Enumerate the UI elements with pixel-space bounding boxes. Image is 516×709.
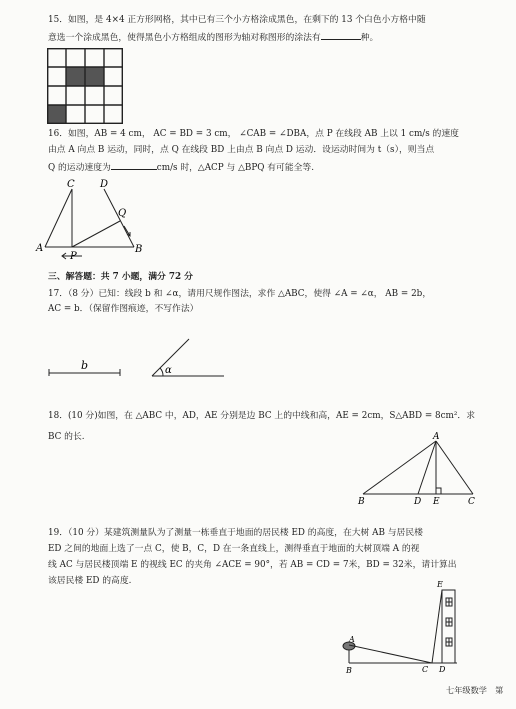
q15-line2 xyxy=(48,30,378,44)
q15-line2-text: 意选一个涂成黑色，使得黑色小方格组成的图形为轴对称图形的涂法有 xyxy=(48,33,321,43)
q16-line3 xyxy=(48,160,314,174)
q17-figure xyxy=(44,336,234,386)
label-A: A xyxy=(433,432,440,442)
q18-line2: BC 的长. xyxy=(48,432,85,442)
label-D: D xyxy=(414,497,422,507)
label-E: E xyxy=(433,497,440,507)
q15-grid-figure xyxy=(47,48,123,124)
label-C: C xyxy=(468,497,475,507)
q17-line2: AC = b．（保留作图痕迹，不写作法） xyxy=(48,304,199,314)
label-Q: Q xyxy=(118,208,127,219)
q16-line3-end: cm/s 时，△ACP 与 △BPQ 有可能全等. xyxy=(156,163,315,173)
segment-AC xyxy=(45,189,72,247)
label-P: P xyxy=(70,251,77,262)
q15-line1: 15．如图，是 4×4 正方形网格，其中已有三个小方格涂成黑色，在剩下的 13 个白色小方格中随 xyxy=(48,15,426,25)
q15-answer-blank xyxy=(321,30,361,40)
segment-AC xyxy=(436,441,473,494)
segment-AB xyxy=(363,441,436,494)
q17-line1: 17．（8 分）已知：线段 b 和 ∠α，请用尺规作图法，求作 △ABC，使得 ∠A = ∠α， AB = 2b， xyxy=(48,289,432,299)
q16-line3-text: Q 的运动速度为 xyxy=(48,163,111,173)
q19-line4: 该居民楼 ED 的高度. xyxy=(48,576,132,586)
label-A: A xyxy=(36,243,44,254)
segment-PQ xyxy=(72,221,120,247)
section-heading: 三、解答题：共 7 小题，满分 72 分 xyxy=(48,272,193,282)
grid-black-cell xyxy=(85,67,104,86)
q16-line1: 16．如图，AB = 4 cm， AC = BD = 3 cm， ∠CAB = ∠DBA，点 P 在线段 AB 上以 1 cm/s 的速度 xyxy=(48,129,459,139)
label-A: A xyxy=(349,635,355,644)
label-C: C xyxy=(422,665,429,674)
q19-line2: ED 之间的地面上选了一点 C，使 B，C，D 在一条直线上，测得垂直于地面的大树顶端 A 的视 xyxy=(48,544,420,554)
q16-answer-blank xyxy=(111,160,157,170)
q19-line3: 线 AC 与居民楼顶端 E 的视线 EC 的夹角 ∠ACE = 90°，若 AB = CD = 7米，BD = 32米，请计算出 xyxy=(48,560,457,570)
label-B: B xyxy=(358,497,365,507)
label-D: D xyxy=(100,179,109,190)
q18-line1: 18．(10 分)如图，在 △ABC 中，AD，AE 分别是边 BC 上的中线和高，AE = 2cm，S△ABD = 8cm²．求 xyxy=(48,411,475,421)
grid-black-cell xyxy=(66,67,85,86)
label-C: C xyxy=(67,179,75,190)
q16-figure xyxy=(34,176,144,266)
page-footer: 七年级数学 第 xyxy=(446,685,504,695)
q19-figure xyxy=(335,576,475,676)
q15-line2-end: 种。 xyxy=(360,33,379,43)
segment-AD xyxy=(418,441,436,494)
label-D: D xyxy=(439,665,446,674)
q16-line2: 由点 A 向点 B 运动，同时，点 Q 在线段 BD 上由点 B 向点 D 运动．设运动时间为 t（s），则当点 xyxy=(48,145,435,155)
q19-line1: 19．（10 分）某建筑测量队为了测量一栋垂直于地面的居民楼 ED 的高度，在大树 AB 与居民楼 xyxy=(48,528,423,538)
sightline-EC xyxy=(432,590,442,663)
label-b: b xyxy=(81,359,89,372)
sightline-AC xyxy=(349,645,432,663)
label-B: B xyxy=(135,244,143,255)
label-E: E xyxy=(437,580,443,589)
q18-figure xyxy=(355,430,480,508)
label-B: B xyxy=(346,666,352,675)
label-alpha: α xyxy=(165,365,172,376)
grid-black-cell xyxy=(47,105,66,124)
